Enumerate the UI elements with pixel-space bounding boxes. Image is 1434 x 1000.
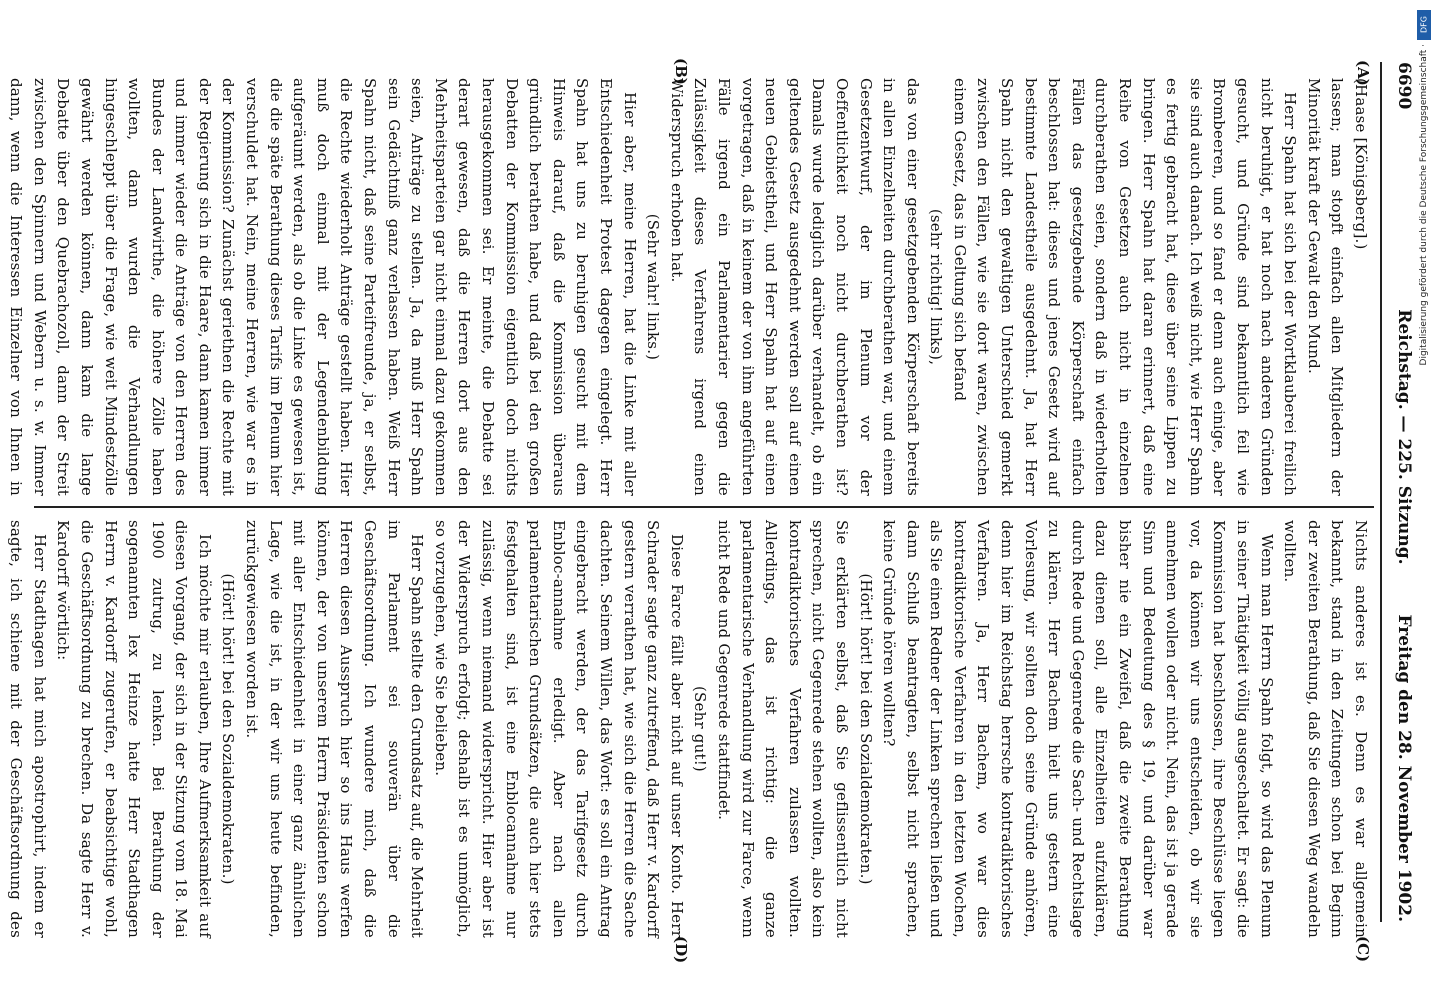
paragraph: lassen; man stopft einfach allen Mitgliedern der Minorität kraft der Gewalt den Mund. (1304, 78, 1347, 496)
page-number: 6690 (1394, 62, 1414, 110)
paragraph: das von einer gesetzgebenden Körperschaft bereits in allen Einzelheiten durchberathen war, und einem Gesetzentwurf, der im Plenum vor der Oeffentlichkeit noch nicht durchberathen ist? Damals wurde lediglich darüber verhandelt, ob ein geltendes Gesetz ausgedehnt werden soll auf einen neuen Gebietstheil, und Herr Spahn hat auf einen vorgetragen, daß in keinem der von ihm angeführten Fälle irgend ein Parlamentarier gegen die Zulässigkeit dieses Verfahrens irgend einen Widerspruch erhoben hat. (667, 78, 922, 496)
digitization-sidebar (1414, 10, 1434, 990)
paragraph: Herr Stadthagen hat mich apostrophirt, indem er sagte, ich schiene mit der Geschäftsordnung des (7, 520, 49, 938)
right-column (7, 520, 1372, 938)
dfg-logo: DFG (1417, 10, 1431, 40)
margin-marker-c: (C) (1354, 936, 1372, 963)
header-date: Freitag den 28. November 1902. (1394, 614, 1414, 922)
paragraph: Hier aber, meine Herren, hat die Linke mit aller Entschiedenheit Protest dagegen eingelegt. Herr Spahn hat uns zu beruhigen gesucht mit dem Hinweis darauf, daß die Kommission überaus gründlich berathen habe, und daß bei den großen Debatten der Kommission eigentlich doch nichts herausgekommen sei. Er meinte, die Debatte sei derart gewesen, daß die Herren dort aus den Mehrheitsparteien gar nicht einmal dazu gekommen seien, Anträge zu stellen. Ja, da muß Herr Spahn sein Gedächtniß ganz verlassen haben. Weiß Herr Spahn nicht, daß seine Parteifreunde, ja, er selbst, die Rechte wiederholt Anträge gestellt haben. Hier muß doch einmal mit der Legendenbildung aufgeräumt werden, als ob die Linke es gewesen ist, die die späte Berathung dieses Tarifs im Plenum hier verschuldet hat. Nein, meine Herren, wie war es in der Kommission? Zunächst geriethen die Rechte mit der Regierung sich in die Haare, dann kamen immer und immer wieder die Anträge von den Herren des Bundes der Landwirthe, die höhere Zölle haben wollten, dann wurden die Verhandlungen hingeschleppt über die Frage, wie weit Mindestzölle gewährt werden können, dann kam die lange Debatte über den Quebrachozoll, dann der Streit zwischen den Spinnern und Webern u. s. w. Immer dann, wenn die Interessen Einzelner von Ihnen in (7, 78, 639, 496)
page-header (1384, 62, 1414, 922)
paragraph: Wenn man Herrn Spahn folgt, so wird das Plenum in seiner Thätigkeit völlig ausgeschaltet. Er sagt: die Kommission hat beschlossen, ihre Beschlüsse liegen vor, da können wir uns entscheiden, ob wir sie annehmen wollen oder nicht. Nein, das ist ja gerade Sinn und Bedeutung des § 19, und darüber war bisher nie ein Zweifel, daß die zweite Berathung dazu dienen soll, alle Einzelheiten aufzuklären, durch Rede und Gegenrede die Sach- und Rechtslage zu klären. Herr Bachem hielt uns gestern eine Vorlesung, wir sollten doch seine Gründe anhören, denn hier im Reichstag herrsche kontradiktorisches Verfahren. Ja, Herr Bachem, wo war dies kontradiktorische Verfahren in den letzten Wochen, als Sie einen Redner der Linken sprechen ließen und dann Schluß beantragten, selbst nicht sprachen, keine Gründe hören wollten? (880, 520, 1276, 938)
margin-marker-d: (D) (672, 936, 690, 964)
paragraph: Herr Spahn stellte den Grundsatz auf, die Mehrheit im Parlament sei souverän über die Geschäftsordnung. Ich wundere mich, daß die Herren diesen Ausspruch hier so ins Haus werfen können, der von unserem Herrn Präsidenten schon mit aller Entschiedenheit in einer ganz ähnlichen Lage, wie die ist, in der wir uns heute befinden, zurückgewiesen worden ist. (243, 520, 427, 938)
paragraph: Nichts anderes ist es. Denn es war allgemein bekannt, stand in den Zeitungen schon bei Beginn der zweiten Berathung, daß Sie diesen Weg wandeln wollten. (1281, 520, 1370, 938)
paragraph: Ich möchte mir erlauben, Ihre Aufmerksamkeit auf diesen Vorgang, der sich in der Sitzung vom 18. Mai 1900 zutrug, zu lenken. Bei Berathung der sogenannten lex Heinze hatte Herr Stadthagen Herrn v. Kardorff zugerufen, er beabsichtige wohl, die Geschäftsordnung zu brechen. Da sagte Herr v. Kardorff wörtlich: (54, 520, 214, 938)
digitization-credit: Digitalisierung gefördert durch die Deutsche Forschungsgemeinschaft · (1419, 44, 1429, 366)
column-divider (34, 506, 1374, 508)
margin-marker-a: (A) (1354, 60, 1372, 86)
left-column (7, 78, 1372, 496)
paragraph: (Haase [Königsberg].) (1352, 78, 1370, 250)
interjection: (sehr richtig! links), (927, 208, 946, 366)
header-title: Reichstag. — 225. Sitzung. (1394, 309, 1414, 565)
paragraph: Diese Farce fällt aber nicht auf unser Konto. Herr Schrader sagte ganz zutreffend, daß Herr v. Kardorff gestern verrathen hat, wie sich die Herren die Sache dachten. Seinem Willen, das Wort: es soll ein Antrag eingebracht werden, der das Tarifgesetz durch Enbloc-annahme erledigt. Aber nach allen parlamentarischen Grundsätzen, die auch hier stets festgehalten sind, ist eine Enblocannahme nur zulässig, wenn niemand widerspricht. Hier aber ist der Widerspruch erfolgt; deshalb ist es unmöglich, so vorzugehen, wie Sie belieben. (431, 520, 686, 938)
paragraph: Sie erklärten selbst, daß Sie geflissentlich nicht sprechen, nicht Gegenrede stehen wollten, also kein kontradiktorisches Verfahren zulassen wollten. Allerdings, das ist richtig: die ganze parlamentarische Verhandlung wird zur Farce, wenn nicht Rede und Gegenrede stattfindet. (714, 520, 851, 938)
interjection: (Hört! hört! bei den Sozialdemokraten.) (219, 573, 238, 885)
header-rule (1380, 62, 1382, 922)
paragraph: Herr Spahn hat sich bei der Wortklauberei freilich nicht beruhigt, er hat noch nach anderen Gründen gesucht, und Gründe sind bekanntlich feil wie Brombeeren, und so fand er denn auch einige, aber sie sind auch danach. Ich weiß nicht, wie Herr Spahn es fertig gebracht hat, diese über seine Lippen zu bringen. Herr Spahn hat daran erinnert, daß eine Reihe von Gesetzen auch nicht in einzelnen durchberathen seien, sondern daß in wiederholten Fällen das gesetzgebende Körperschaft einfach beschlossen hat: dieses und jenes Gesetz wird auf bestimmte Landestheile ausgedehnt. Ja, hat Herr Spahn nicht den gewaltigen Unterschied gemerkt zwischen den Fällen, wie sie dort waren, zwischen einem Gesetz, das in Geltung sich befand (950, 78, 1300, 496)
interjection: (Sehr gut!) (691, 686, 710, 772)
interjection: (Hört! hört! bei den Sozialdemokraten.) (856, 573, 875, 885)
interjection: (Sehr wahr! links.) (644, 213, 663, 361)
margin-marker-b: (B) (672, 58, 690, 85)
